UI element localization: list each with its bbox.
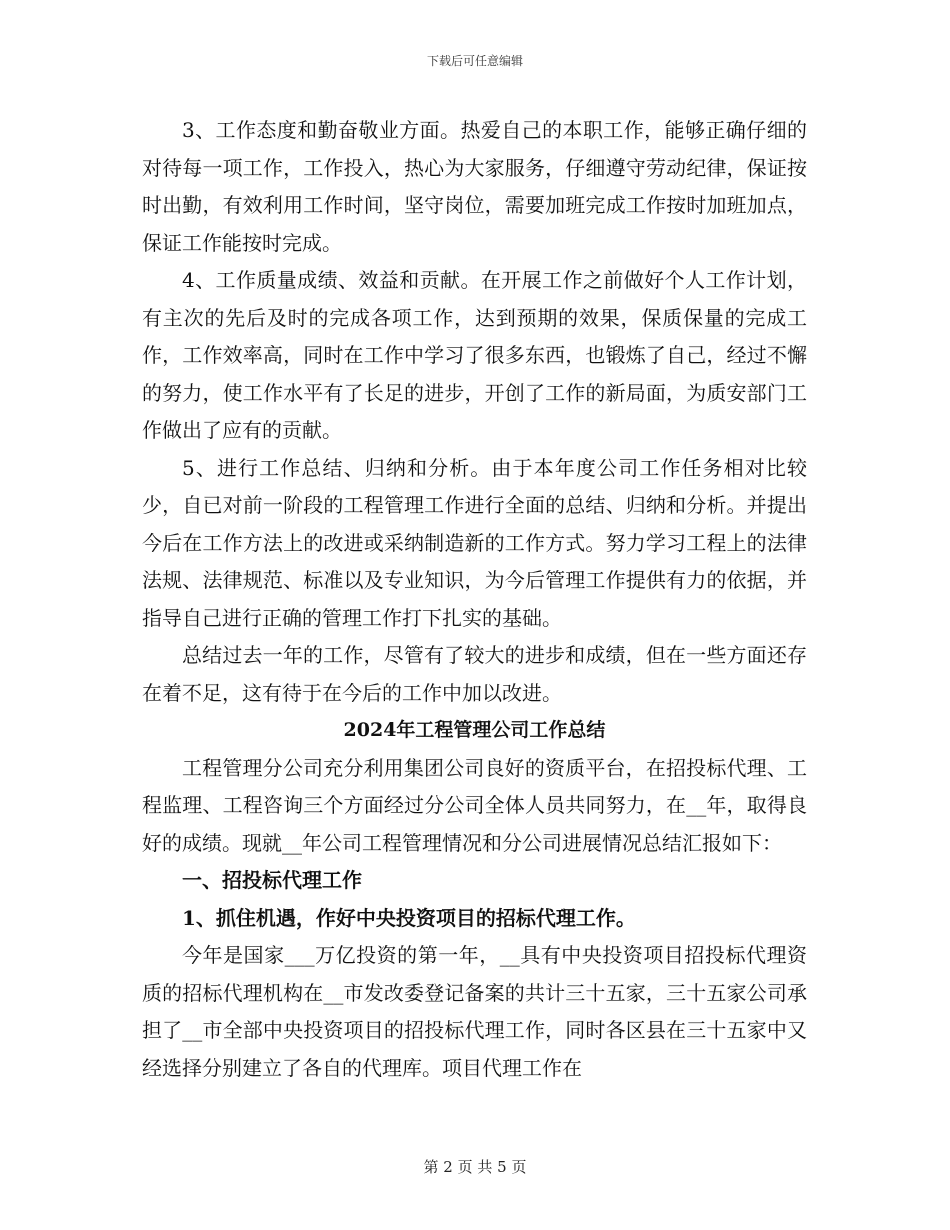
paragraph-work-summary: 5、进行工作总结、归纳和分析。由于本年度公司工作任务相对比较少，自已对前一阶段的工程管理工作进行全面的总结、归纳和分析。并提出今后在工作方法上的改进或采纳制造新的工作方式。努力学习工程上的法律法规、法律规范、标准以及专业知识，为今后管理工作提供有力的依据，并指导自己进行正确的管理工作打下扎实的基础。 [142,455,807,630]
page-header: 下载后可任意编辑 [426,54,523,68]
section-heading-bidding: 一、招投标代理工作 [182,868,362,892]
subsection-heading-central-investment: 1、抓住机遇，作好中央投资项目的招标代理工作。 [182,905,636,930]
page-number: 第 2 页 共 5 页 [423,1158,527,1176]
paragraph-work-attitude: 3、工作态度和勤奋敬业方面。热爱自己的本职工作，能够正确仔细的对待每一项工作，工作投入，热心为大家服务，仔细遵守劳动纪律，保证按时出勤，有效利用工作时间，坚守岗位，需要加班完成工作按时加班加点，保证工作能按时完成。 [142,118,807,255]
paragraph-conclusion: 总结过去一年的工作，尽管有了较大的进步和成绩，但在一些方面还存在着不足，这有待于在今后的工作中加以改进。 [142,643,807,705]
paragraph-work-quality: 4、工作质量成绩、效益和贡献。在开展工作之前做好个人工作计划，有主次的先后及时的完成各项工作，达到预期的效果，保质保量的完成工作，工作效率高，同时在工作中学习了很多东西，也锻炼了自己，经过不懈的努力，使工作水平有了长足的进步，开创了工作的新局面，为质安部门工作做出了应有的贡献。 [142,268,807,442]
paragraph-central-investment: 今年是国家___万亿投资的第一年，__具有中央投资项目招投标代理资质的招标代理机构在__市发改委登记备案的共计三十五家，三十五家公司承担了__市全部中央投资项目的招投标代理工作，同时各区县在三十五家中又经选择分别建立了各自的代理库。项目代理工作在 [142,943,807,1080]
document-body [142,112,807,1087]
document-title: 2024年工程管理公司工作总结 [343,719,606,741]
paragraph-intro: 工程管理分公司充分利用集团公司良好的资质平台，在招投标代理、工程监理、工程咨询三个方面经过分公司全体人员共同努力，在__年，取得良好的成绩。现就__年公司工程管理情况和分公司进展情况总结汇报如下： [142,755,807,855]
